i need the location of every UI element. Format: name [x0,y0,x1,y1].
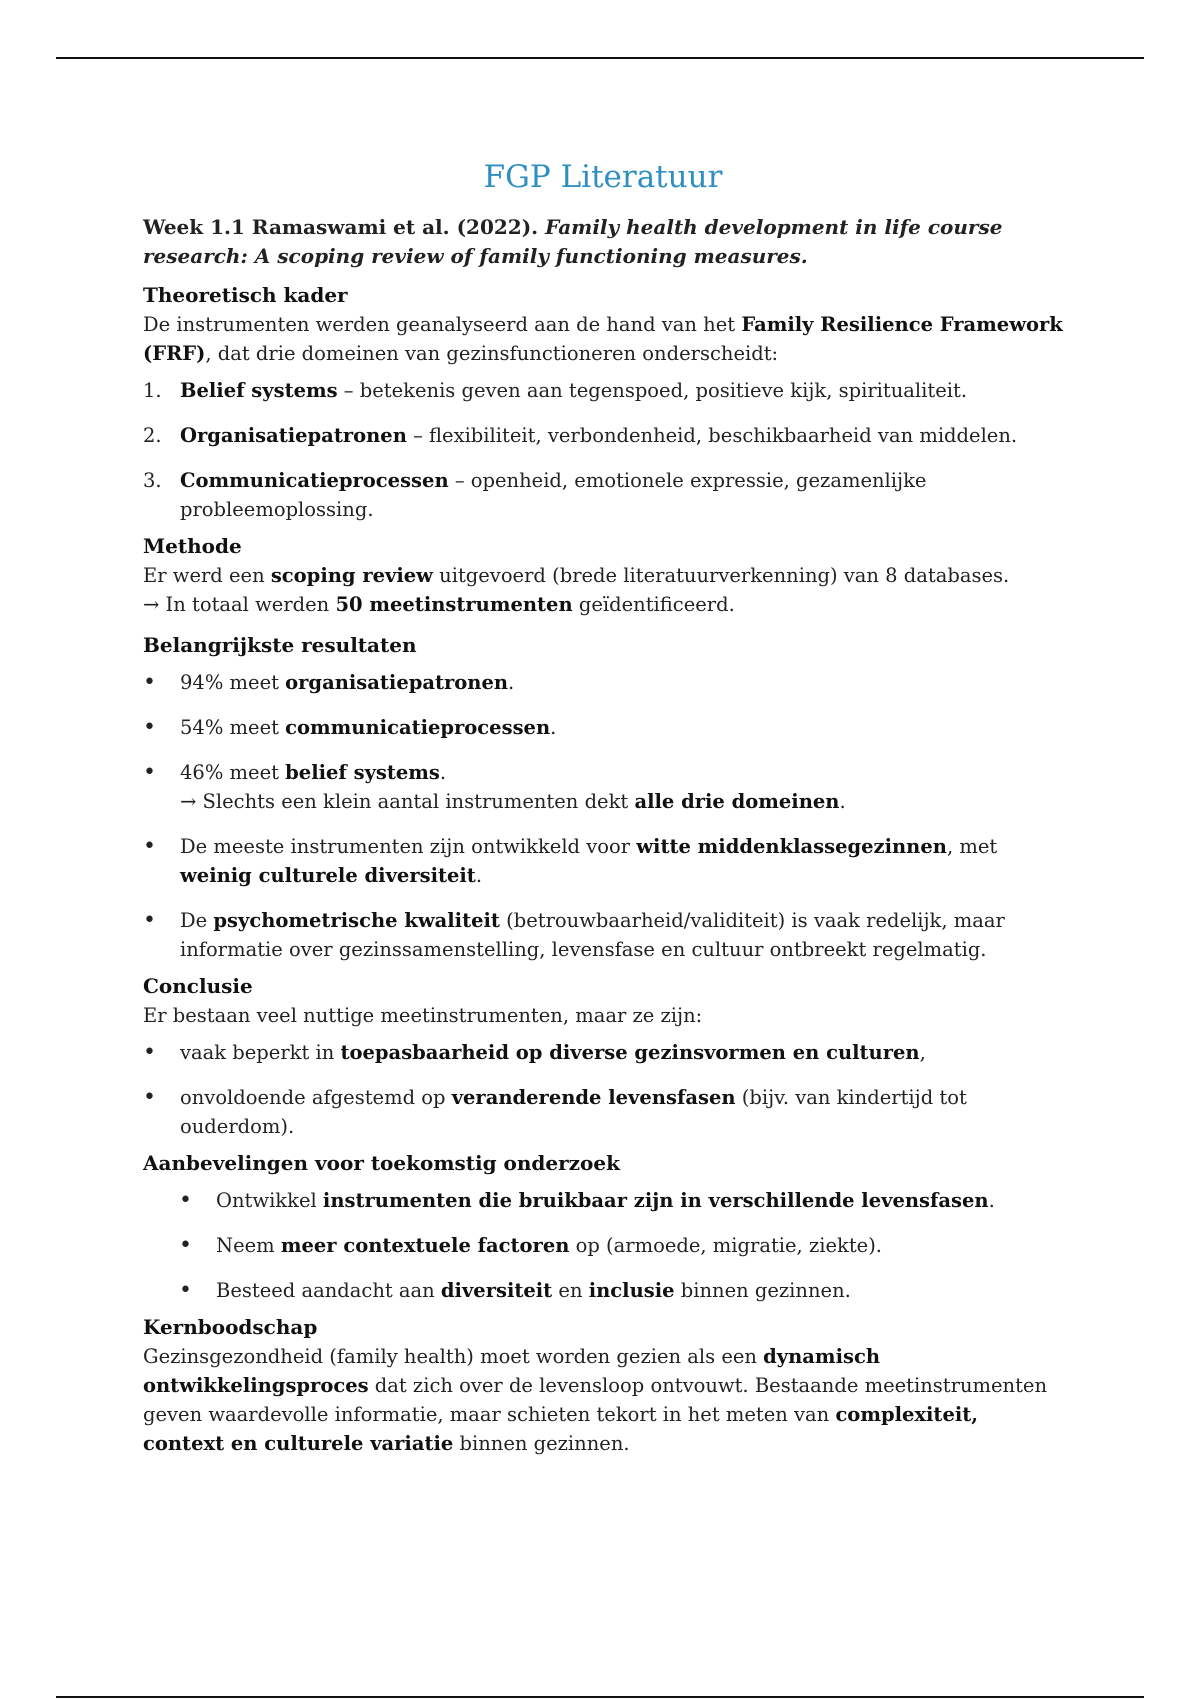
list-item: • 94% meet organisatiepatronen. [143,670,515,695]
reference-title: Family health development in life course research: A scoping review of family functioning measures. [143,215,1003,268]
section-heading-recommendations: Aanbevelingen voor toekomstig onderzoek [143,1151,620,1175]
reference-citation [143,213,1063,271]
footer-rule [56,1696,1144,1698]
theoretical-framework-intro: De instrumenten werden geanalyseerd aan de hand van het Family Resilience Framework (FRF), dat drie domeinen van gezinsfunctioneren onderscheidt: [143,313,1063,365]
section-heading-theoretical-framework: Theoretisch kader [143,283,348,307]
list-item: 2. Organisatiepatronen – flexibiliteit, verbondenheid, beschikbaarheid van middelen. [143,424,1018,447]
list-item: • De psychometrische kwaliteit (betrouwbaarheid/validiteit) is vaak redelijk, maar informatie over gezinssamenstelling, levensfase en cultuur ontbreekt regelmatig. [143,908,1005,961]
document-page [143,155,1063,1458]
key-message-text: Gezinsgezondheid (family health) moet worden gezien als een dynamisch ontwikkelingsproces dat zich over de levensloop ontvouwt. Bestaande meetinstrumenten geven waardevolle informatie, maar schieten tekort in het meten van complexiteit, context en culturele variatie binnen gezinnen. [143,1345,1048,1455]
list-item: 3. Communicatieprocessen – openheid, emotionele expressie, gezamenlijke probleemoplossing. [143,469,927,521]
list-item: • De meeste instrumenten zijn ontwikkeld voor witte middenklassegezinnen, met weinig culturele diversiteit. [143,834,998,887]
conclusion-list [143,1038,1063,1141]
section-heading-results: Belangrijkste resultaten [143,633,417,657]
header-rule [56,57,1144,59]
list-item: • Neem meer contextuele factoren op (armoede, migratie, ziekte). [179,1233,883,1258]
list-item: • Ontwikkel instrumenten die bruikbaar zijn in verschillende levensfasen. [179,1188,995,1213]
section-heading-method: Methode [143,534,242,558]
domain-list [143,376,1063,524]
list-item: 1. Belief systems – betekenis geven aan tegenspoed, positieve kijk, spiritualiteit. [143,379,968,402]
recommendations-list [143,1186,1063,1305]
conclusion-intro: Er bestaan veel nuttige meetinstrumenten, maar ze zijn: [143,1004,703,1027]
section-heading-conclusion: Conclusie [143,974,253,998]
list-item: • Besteed aandacht aan diversiteit en inclusie binnen gezinnen. [179,1278,851,1303]
section-heading-key-message: Kernboodschap [143,1315,318,1339]
list-item: • 46% meet belief systems. → Slechts een klein aantal instrumenten dekt alle drie domeinen. [143,760,846,813]
list-item: • 54% meet communicatieprocessen. [143,715,557,740]
reference-prefix: Week 1.1 Ramaswami et al. (2022). [143,215,539,239]
list-item: • onvoldoende afgestemd op veranderende levensfasen (bijv. van kindertijd tot ouderdom). [143,1085,967,1138]
method-line-2: → In totaal werden 50 meetinstrumenten geïdentificeerd. [143,593,735,616]
method-line-1: Er werd een scoping review uitgevoerd (brede literatuurverkenning) van 8 databases. [143,564,1010,587]
page-title: FGP Literatuur [483,159,723,195]
results-list [143,668,1063,964]
list-item: • vaak beperkt in toepasbaarheid op diverse gezinsvormen en culturen, [143,1040,926,1065]
